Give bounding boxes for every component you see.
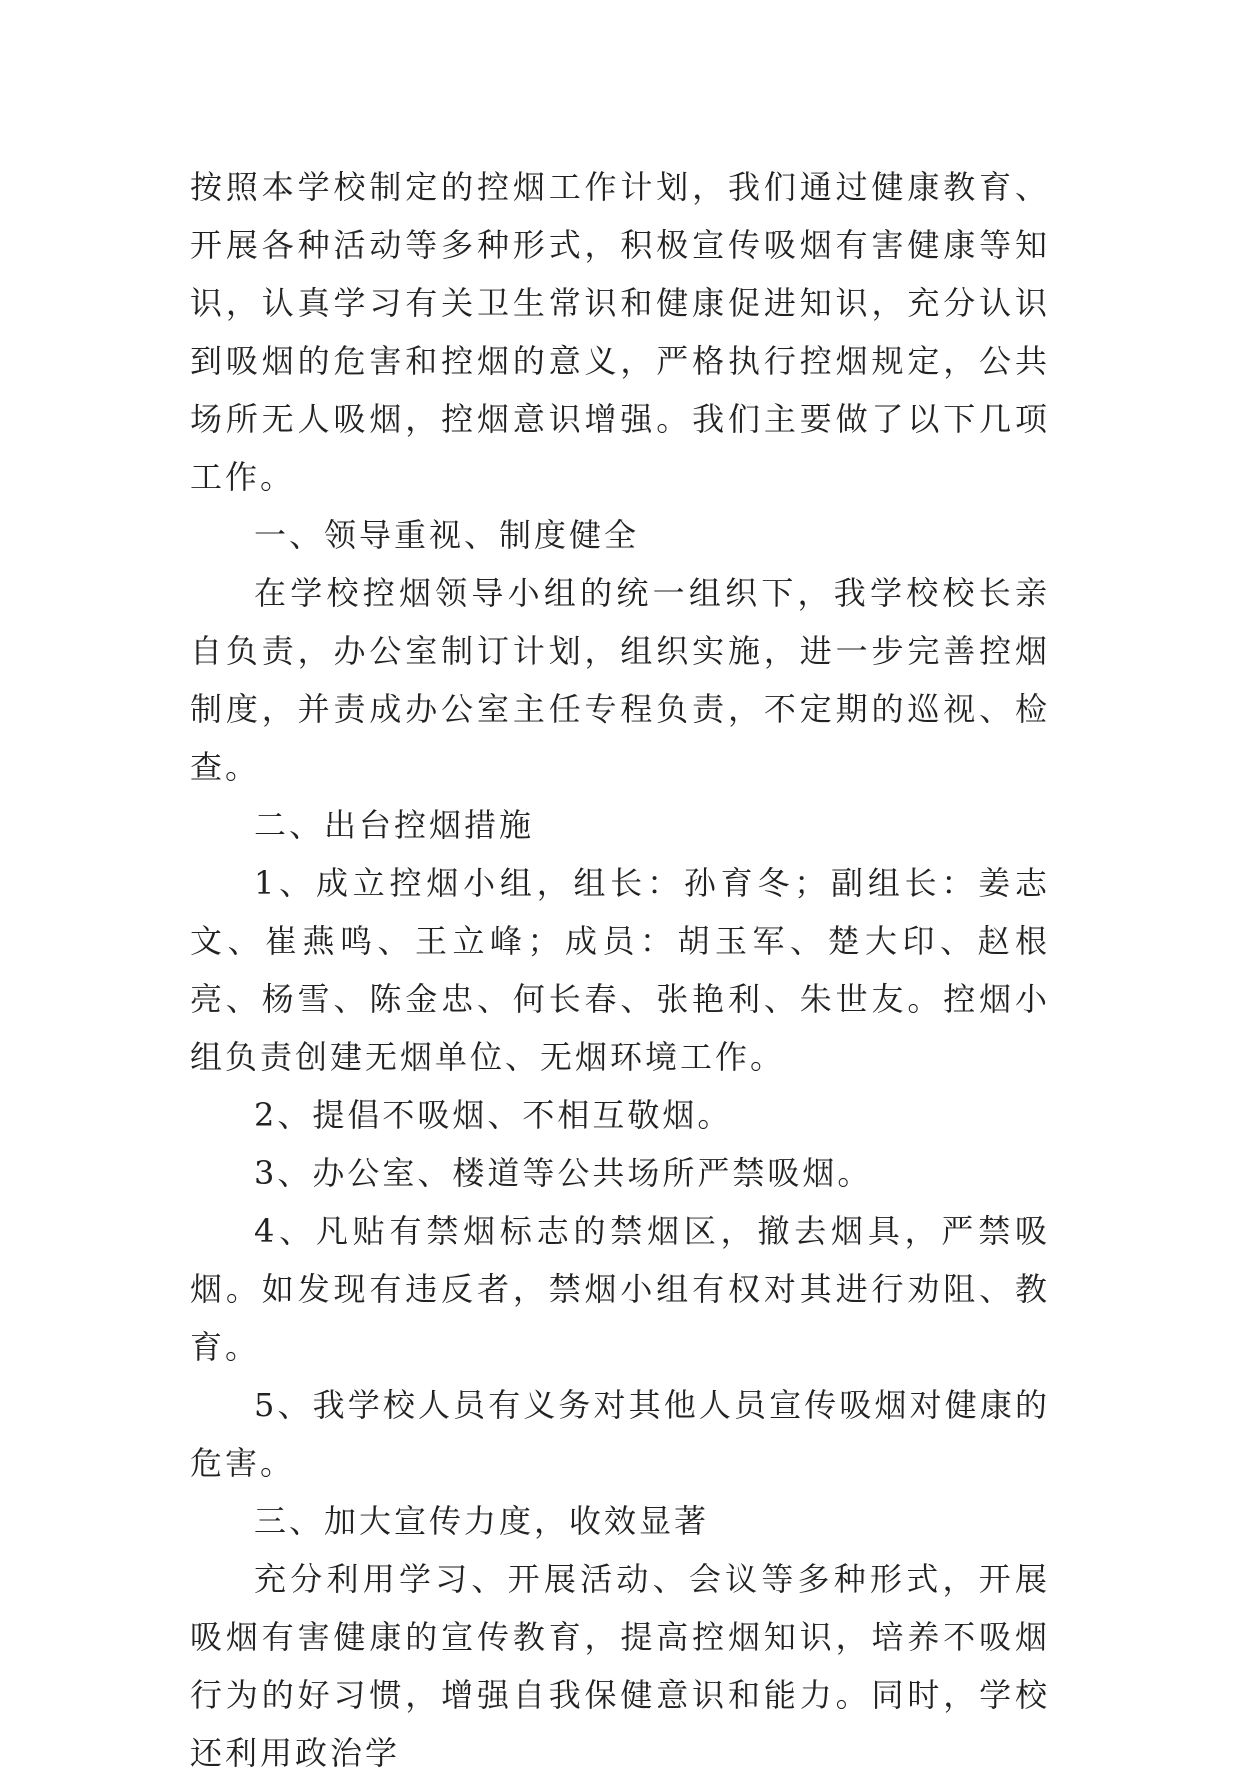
measure-item-3: 3、办公室、楼道等公共场所严禁吸烟。 <box>254 1154 873 1192</box>
measure-item-4: 4、凡贴有禁烟标志的禁烟区，撤去烟具，严禁吸烟。如发现有违反者，禁烟小组有权对其进行劝阻、教育。 <box>190 1212 1050 1366</box>
measure-item-1: 1、成立控烟小组，组长：孙育冬；副组长：姜志文、崔燕鸣、王立峰；成员：胡玉军、楚大印、赵根亮、杨雪、陈金忠、何长春、张艳利、朱世友。控烟小组负责创建无烟单位、无烟环境工作。 <box>190 864 1050 1076</box>
document-body <box>190 158 1050 1782</box>
section-heading-2: 二、出台控烟措施 <box>254 806 535 844</box>
section-1-paragraph: 在学校控烟领导小组的统一组织下，我学校校长亲自负责，办公室制订计划，组织实施，进一步完善控烟制度，并责成办公室主任专程负责，不定期的巡视、检查。 <box>190 574 1050 786</box>
section-heading-1: 一、领导重视、制度健全 <box>254 516 640 554</box>
section-heading-3: 三、加大宣传力度，收效显著 <box>254 1502 710 1540</box>
intro-paragraph: 按照本学校制定的控烟工作计划，我们通过健康教育、开展各种活动等多种形式，积极宣传吸烟有害健康等知识，认真学习有关卫生常识和健康促进知识，充分认识到吸烟的危害和控烟的意义，严格执行控烟规定，公共场所无人吸烟，控烟意识增强。我们主要做了以下几项工作。 <box>190 168 1050 496</box>
section-3-paragraph: 充分利用学习、开展活动、会议等多种形式，开展吸烟有害健康的宣传教育，提高控烟知识，培养不吸烟行为的好习惯，增强自我保健意识和能力。同时，学校还利用政治学 <box>190 1560 1050 1772</box>
measure-item-2: 2、提倡不吸烟、不相互敬烟。 <box>254 1096 733 1134</box>
measure-item-5: 5、我学校人员有义务对其他人员宣传吸烟对健康的危害。 <box>190 1386 1050 1482</box>
